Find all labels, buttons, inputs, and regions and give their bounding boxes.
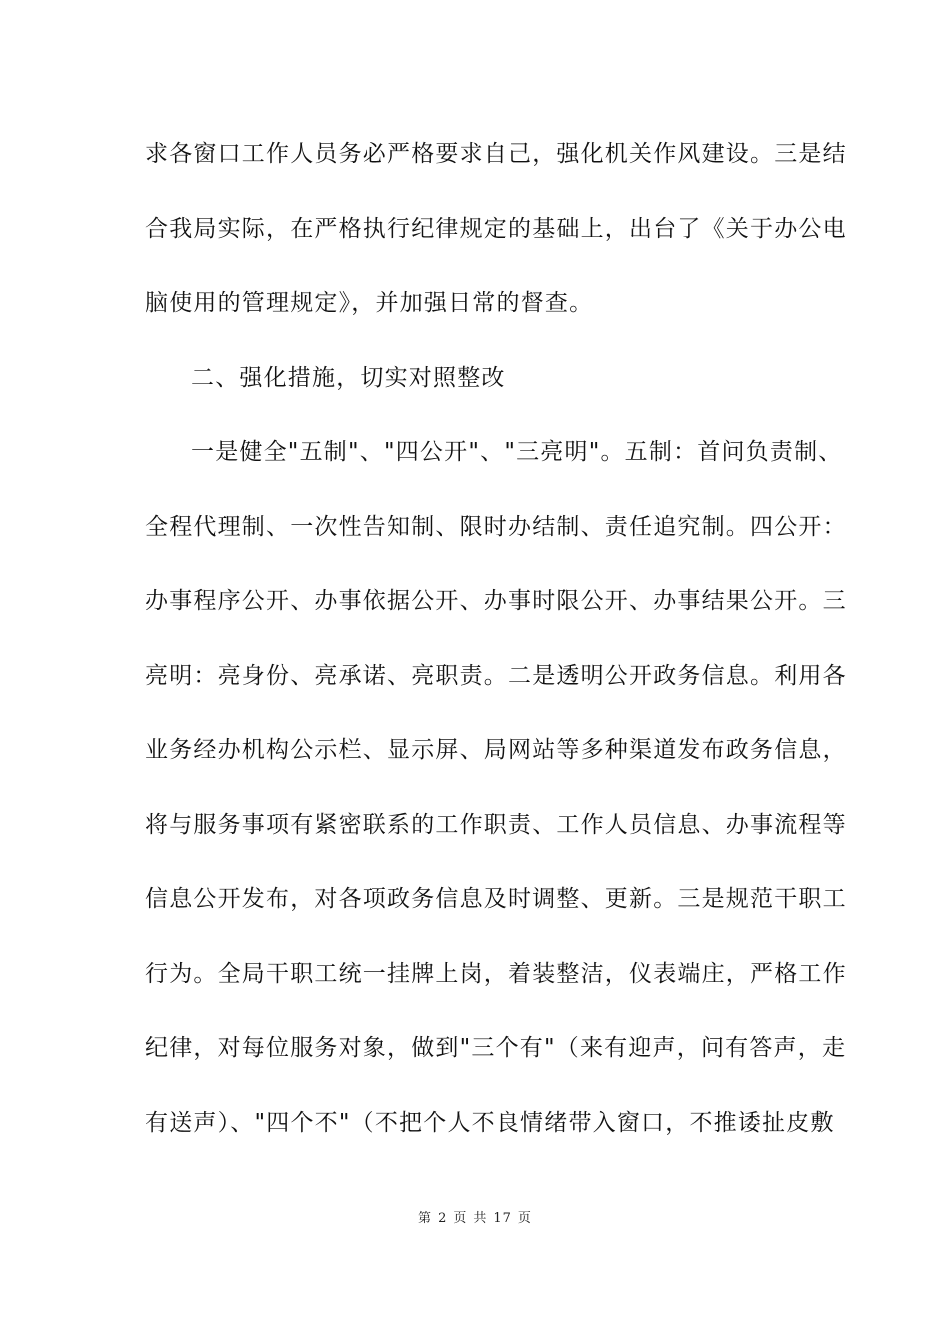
text-line: 求各窗口工作人员务必严格要求自己，强化机关作风建设。三是结 xyxy=(145,141,847,167)
text-line: 有送声）、"四个不"（不把个人不良情绪带入窗口，不推诿扯皮敷 xyxy=(145,1109,835,1136)
text-line: 全程代理制、一次性告知制、限时办结制、责任追究制。四公开： xyxy=(145,513,847,540)
text-line: 一是健全"五制"、"四公开"、"三亮明"。五制：首问负责制、 xyxy=(191,439,843,465)
text-line: 纪律，对每位服务对象，做到"三个有"（来有迎声，问有答声，走 xyxy=(145,1035,847,1061)
footer-page-number: 2 xyxy=(438,1211,448,1226)
page-footer xyxy=(0,1207,950,1226)
text-line: 业务经办机构公示栏、显示屏、局网站等多种渠道发布政务信息， xyxy=(145,737,847,763)
text-line: 信息公开发布，对各项政务信息及时调整、更新。三是规范干职工 xyxy=(145,886,847,912)
footer-total-word: 共 xyxy=(473,1211,488,1226)
text-line: 亮明：亮身份、亮承诺、亮职责。二是透明公开政务信息。利用各 xyxy=(145,662,847,689)
footer-page-word: 页 xyxy=(453,1211,468,1226)
text-line: 将与服务事项有紧密联系的工作职责、工作人员信息、办事流程等 xyxy=(145,811,847,838)
text-line: 合我局实际，在严格执行纪律规定的基础上，出台了《关于办公电 xyxy=(145,215,847,242)
footer-suffix: 页 xyxy=(517,1211,532,1226)
body-text xyxy=(145,133,847,1176)
text-line: 办事程序公开、办事依据公开、办事时限公开、办事结果公开。三 xyxy=(145,588,847,614)
section-heading: 二、强化措施，切实对照整改 xyxy=(191,364,506,391)
footer-total-pages: 17 xyxy=(493,1211,512,1226)
text-line: 行为。全局干职工统一挂牌上岗，着装整洁，仪表端庄，严格工作 xyxy=(145,960,847,987)
text-line: 脑使用的管理规定》，并加强日常的督查。 xyxy=(145,290,594,316)
footer-prefix: 第 xyxy=(418,1211,433,1226)
